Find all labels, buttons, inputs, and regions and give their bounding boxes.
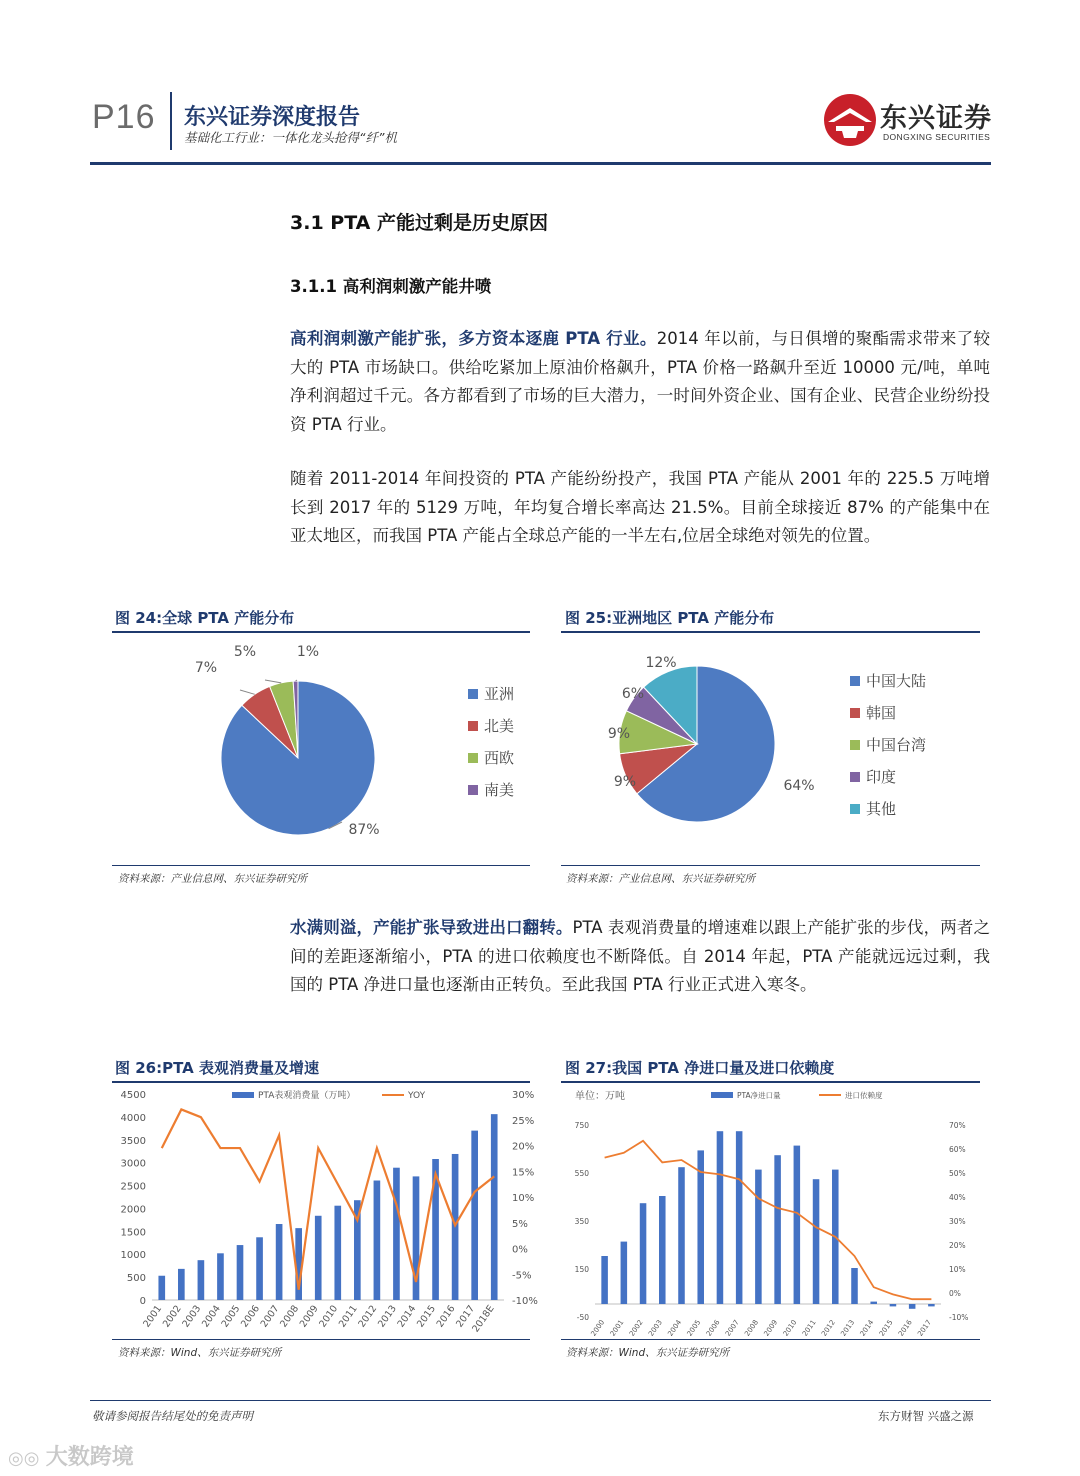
line-series-进口依赖度: [605, 1141, 932, 1299]
y-left-tick-label: 500: [126, 1273, 146, 1285]
x-tick-label: 2016: [897, 1318, 914, 1336]
bar-2005: [237, 1245, 244, 1300]
y-right-tick-label: 15%: [512, 1167, 535, 1179]
legend-swatch-南美: [468, 785, 478, 795]
fig27-chart: [561, 1084, 983, 1336]
section-heading: 3.1 PTA 产能过剩是历史原因: [290, 212, 549, 234]
bar-2004: [678, 1167, 685, 1304]
paragraph-2: [290, 465, 990, 551]
report-subtitle: 基础化工行业：一体化龙头抢得“纤”机: [184, 130, 397, 145]
x-tick-label: 2011: [800, 1318, 818, 1336]
x-tick-label: 2002: [160, 1303, 184, 1330]
legend-swatch-印度: [850, 772, 860, 782]
pie-leader-line: [240, 690, 255, 694]
pie-data-label: 87%: [348, 822, 380, 838]
y-right-tick-label: 30%: [512, 1090, 535, 1101]
legend-label: 韩国: [866, 704, 897, 722]
footer-slogan: 东方财智 兴盛之源: [878, 1409, 974, 1423]
fig24-pie-chart: [112, 636, 530, 862]
fig24-chart: [112, 636, 530, 862]
fig26-combo-chart: [112, 1084, 540, 1336]
y-left-tick-label: 2500: [120, 1181, 146, 1193]
bar-2016: [909, 1304, 916, 1309]
bar-2001: [158, 1276, 165, 1300]
bar-2017: [928, 1304, 935, 1306]
x-tick-label: 2000: [589, 1318, 607, 1336]
y-right-tick-label: 60%: [949, 1145, 966, 1154]
legend-label: 南美: [484, 781, 515, 799]
y-right-tick-label: 5%: [512, 1218, 528, 1230]
bar-2006: [717, 1131, 724, 1304]
fig27-bottom-rule: [561, 1339, 980, 1340]
paragraph-1-body: 2014 年以前，与日俱增的聚酯需求带来了较大的 PTA 市场缺口。供给吃紧加上原油价格飙升，PTA 价格一路飙升至近 10000 元/吨，单吨净利润超过千元。各方都看到了市场的巨大潜力，一时间外资企业、国有企业、民营企业纷纷投资 PTA 行业。: [290, 329, 990, 434]
legend-label: 进口依赖度: [845, 1091, 883, 1100]
paragraph-3-lead: 水满则溢，产能扩张导致进出口翻转。: [290, 918, 573, 937]
x-tick-label: 2017: [916, 1318, 934, 1336]
bar-2011: [813, 1179, 820, 1304]
header-separator: [170, 92, 172, 150]
x-tick-label: 2013: [839, 1318, 857, 1336]
bar-2004: [217, 1253, 224, 1300]
y-right-tick-label: 20%: [949, 1241, 966, 1250]
x-tick-label: 2016: [434, 1303, 458, 1330]
x-tick-label: 2005: [685, 1318, 703, 1336]
x-tick-label: 2010: [781, 1318, 799, 1336]
y-left-tick-label: 3500: [120, 1135, 146, 1147]
paragraph-2-body: 随着 2011-2014 年间投资的 PTA 产能纷纷投产，我国 PTA 产能从 2001 年的 225.5 万吨增长到 2017 年的 5129 万吨，年均复合增长率高达 21.5%。目前全球接近 87% 的产能集中在亚太地区，而我国 PTA 产能占全球总产能的一半左右,位居全球绝对领先的位置。: [290, 469, 990, 545]
bar-2003: [198, 1260, 205, 1300]
legend-label: YOY: [408, 1091, 426, 1101]
footer-disclaimer: 敬请参阅报告结尾处的免责声明: [92, 1409, 253, 1423]
fig24-source: 资料来源：产业信息网、东兴证券研究所: [118, 873, 307, 885]
pie-data-label: 12%: [645, 655, 677, 671]
paragraph-1-lead: 高利润刺激产能扩张，多方资本逐鹿 PTA 行业。: [290, 329, 657, 348]
logo-text-cn: 东兴证券: [880, 103, 992, 134]
legend-label: 印度: [866, 768, 897, 786]
legend-label: PTA净进口量: [737, 1091, 781, 1100]
bar-2013: [393, 1168, 400, 1300]
fig24-bottom-rule: [112, 865, 530, 866]
y-left-tick-label: 0: [139, 1296, 146, 1307]
y-right-tick-label: 40%: [949, 1193, 966, 1202]
y-left-tick-label: 150: [574, 1265, 589, 1274]
bar-2018E: [491, 1114, 498, 1300]
pie-leader-line: [265, 680, 281, 683]
x-tick-label: 2001: [141, 1303, 165, 1330]
bar-2010: [334, 1206, 341, 1300]
x-tick-label: 2014: [858, 1318, 876, 1336]
fig25-chart: [561, 636, 980, 862]
y-right-tick-label: -10%: [949, 1313, 969, 1322]
x-tick-label: 2007: [258, 1303, 282, 1330]
x-tick-label: 2009: [762, 1318, 780, 1336]
fig27-top-rule: [561, 1081, 980, 1083]
x-tick-label: 2015: [415, 1303, 439, 1330]
x-tick-label: 2003: [647, 1318, 664, 1336]
company-logo: [822, 92, 878, 148]
y-right-tick-label: 70%: [949, 1121, 966, 1130]
y-right-tick-label: 0%: [949, 1289, 961, 1298]
x-tick-label: 2004: [200, 1303, 223, 1330]
bar-2002: [178, 1269, 185, 1300]
y-right-tick-label: -5%: [512, 1270, 532, 1282]
y-left-tick-label: 2000: [120, 1204, 146, 1216]
y-right-tick-label: 50%: [949, 1169, 966, 1178]
legend-label: 中国大陆: [866, 672, 927, 690]
bar-2002: [640, 1203, 647, 1304]
fig25-title: 图 25:亚洲地区 PTA 产能分布: [565, 609, 775, 627]
x-tick-label: 2014: [395, 1303, 419, 1330]
legend-label: 北美: [484, 717, 515, 735]
line-series-YOY: [162, 1109, 494, 1289]
legend-swatch-中国台湾: [850, 740, 860, 750]
x-tick-label: 2018E: [470, 1303, 497, 1335]
x-tick-label: 2015: [877, 1318, 895, 1336]
x-tick-label: 2017: [454, 1303, 478, 1330]
bar-2005: [697, 1150, 704, 1304]
watermark-text: 大数跨境: [45, 1445, 134, 1470]
fig26-top-rule: [112, 1081, 530, 1083]
bar-2001: [621, 1242, 628, 1304]
y-left-tick-label: 4000: [120, 1112, 146, 1124]
pie-data-label: 9%: [613, 774, 637, 790]
x-tick-label: 2011: [336, 1303, 360, 1330]
bar-2009: [315, 1216, 322, 1300]
y-left-tick-label: 1000: [120, 1250, 146, 1262]
pie-data-label: 1%: [296, 644, 320, 660]
legend-label: 中国台湾: [866, 736, 927, 754]
logo-emblem-icon: [822, 92, 878, 148]
y-left-tick-label: 750: [574, 1121, 589, 1130]
x-tick-label: 2001: [608, 1318, 626, 1336]
bar-2008: [755, 1170, 762, 1304]
fig27-source: 资料来源：Wind、东兴证券研究所: [566, 1347, 730, 1359]
pie-data-label: 6%: [621, 686, 645, 702]
y-right-tick-label: 0%: [512, 1244, 528, 1256]
bar-2000: [601, 1256, 608, 1304]
pie-data-label: 7%: [194, 660, 218, 676]
legend-swatch-中国大陆: [850, 676, 860, 686]
bar-2012: [374, 1181, 381, 1300]
y-left-tick-label: 1500: [120, 1227, 146, 1239]
bar-2013: [851, 1268, 858, 1304]
fig25-source: 资料来源：产业信息网、东兴证券研究所: [566, 873, 755, 885]
legend-label: PTA表观消费量（万吨）: [258, 1091, 356, 1101]
y-left-tick-label: 4500: [120, 1090, 146, 1101]
x-tick-label: 2006: [239, 1303, 263, 1330]
y-right-tick-label: 10%: [512, 1193, 535, 1204]
legend-swatch-韩国: [850, 708, 860, 718]
legend-swatch-其他: [850, 804, 860, 814]
fig27-combo-chart: [561, 1084, 983, 1336]
bar-2003: [659, 1196, 666, 1304]
subsection-heading: 3.1.1 高利润刺激产能井喷: [290, 277, 492, 296]
fig26-chart: [112, 1084, 540, 1336]
legend-swatch-bar: [232, 1092, 254, 1098]
x-tick-label: 2012: [820, 1318, 837, 1336]
x-tick-label: 2008: [278, 1303, 302, 1330]
x-tick-label: 2013: [376, 1303, 399, 1330]
x-tick-label: 2004: [666, 1318, 684, 1336]
legend-label: 亚洲: [484, 685, 515, 703]
pie-data-label: 64%: [783, 778, 815, 794]
bar-2007: [736, 1131, 743, 1304]
y-left-tick-label: 550: [574, 1169, 589, 1178]
fig26-source: 资料来源：Wind、东兴证券研究所: [118, 1347, 282, 1359]
x-tick-label: 2003: [180, 1303, 204, 1330]
bar-2009: [774, 1155, 781, 1304]
fig25-pie-chart: [561, 636, 980, 862]
fig24-title: 图 24:全球 PTA 产能分布: [115, 609, 295, 627]
fig24-top-rule: [112, 631, 530, 633]
legend-swatch-亚洲: [468, 689, 478, 699]
y-right-tick-label: 20%: [512, 1141, 535, 1153]
x-tick-label: 2012: [356, 1303, 380, 1330]
paragraph-3-body: PTA 表观消费量的增速难以跟上产能扩张的步伐，两者之间的差距逐渐缩小，PTA 的进口依赖度也不断降低。自 2014 年起，PTA 产能就远远过剩，我国的 PTA 净进口量也逐渐由正转负。至此我国 PTA 行业正式进入寒冬。: [290, 918, 991, 994]
pie-data-label: 5%: [233, 644, 257, 660]
footer-rule: [90, 1400, 991, 1401]
y-right-tick-label: 10%: [949, 1265, 966, 1274]
y-right-tick-label: 30%: [949, 1217, 966, 1226]
x-tick-label: 2005: [219, 1303, 243, 1330]
y-right-tick-label: 25%: [512, 1115, 535, 1127]
legend-swatch-北美: [468, 721, 478, 731]
y-left-tick-label: 3000: [120, 1158, 146, 1170]
bar-2017: [471, 1131, 478, 1300]
x-tick-label: 2006: [704, 1318, 722, 1336]
x-tick-label: 2002: [627, 1318, 645, 1336]
bar-2007: [276, 1224, 283, 1300]
watermark: [8, 1440, 134, 1471]
pie-data-label: 9%: [607, 726, 631, 742]
bar-2006: [256, 1237, 263, 1300]
x-tick-label: 2009: [297, 1303, 321, 1330]
x-tick-label: 2007: [724, 1318, 741, 1336]
x-tick-label: 2008: [743, 1318, 761, 1336]
legend-label: 西欧: [484, 749, 515, 767]
x-tick-label: 2010: [317, 1303, 341, 1330]
report-title: 东兴证券深度报告: [184, 105, 361, 130]
bar-2014: [870, 1302, 877, 1304]
fig26-title: 图 26:PTA 表观消费量及增速: [115, 1059, 319, 1077]
y-left-tick-label: 350: [574, 1217, 589, 1226]
header-rule: [90, 162, 991, 165]
legend-label: 其他: [866, 800, 897, 818]
y-right-tick-label: -10%: [512, 1296, 538, 1307]
paragraph-1: [290, 325, 990, 439]
fig26-bottom-rule: [112, 1339, 530, 1340]
fig25-bottom-rule: [561, 865, 980, 866]
y-left-tick-label: -50: [576, 1313, 589, 1322]
unit-label: 单位：万吨: [575, 1091, 625, 1102]
paragraph-3: [290, 914, 990, 1000]
logo-text-en: DONGXING SECURITIES: [883, 132, 991, 142]
bar-2010: [794, 1146, 801, 1304]
fig27-title: 图 27:我国 PTA 净进口量及进口依赖度: [565, 1059, 835, 1077]
legend-swatch-西欧: [468, 753, 478, 763]
watermark-icon: ◎◎: [8, 1448, 46, 1469]
fig25-top-rule: [561, 631, 980, 633]
bar-2015: [890, 1304, 897, 1306]
legend-swatch-bar: [711, 1092, 733, 1098]
page-number: P16: [92, 98, 156, 136]
